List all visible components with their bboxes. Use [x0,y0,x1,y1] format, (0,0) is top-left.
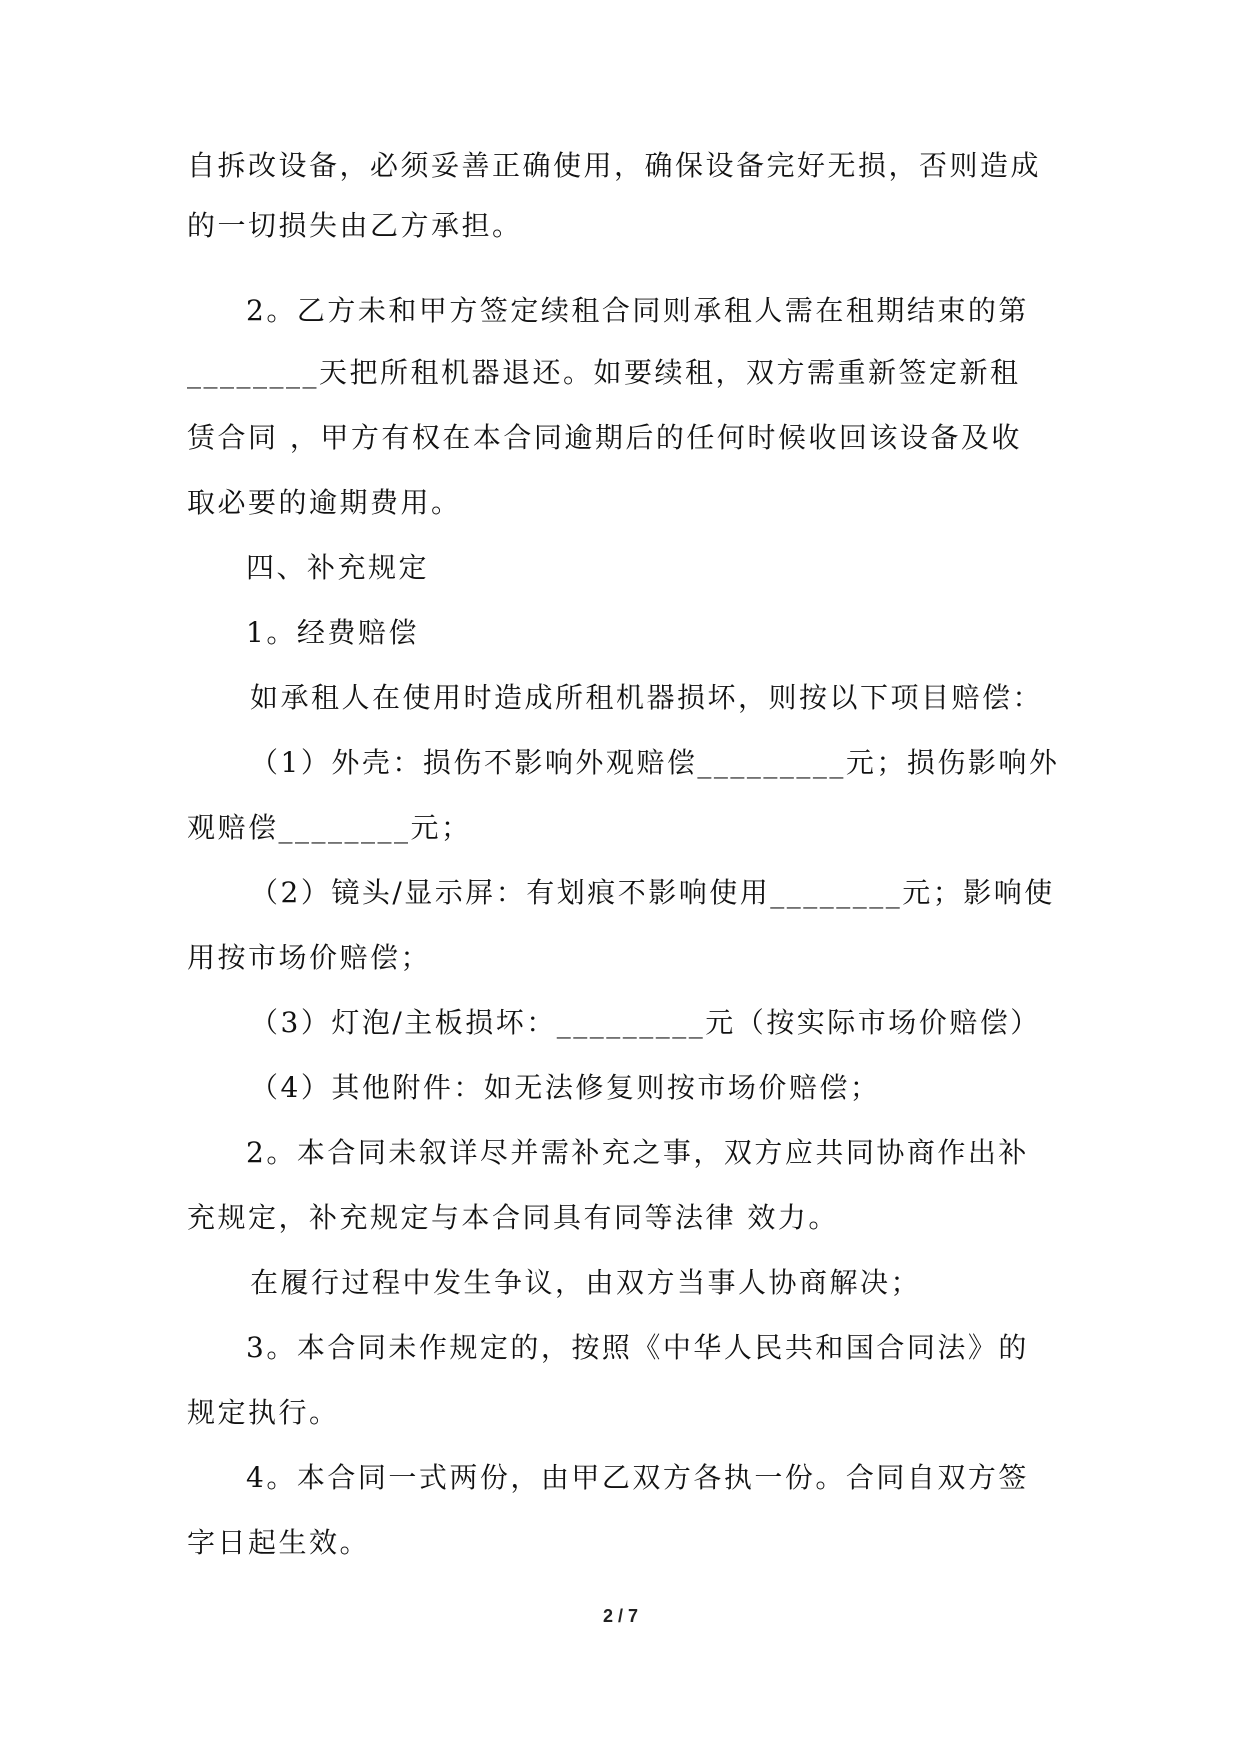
text-line: （4）其他附件：如无法修复则按市场价赔偿； [250,1071,881,1104]
section-heading: 四、补充规定 [246,551,430,584]
text-line: 如承租人在使用时造成所租机器损坏，则按以下项目赔偿： [250,681,1044,714]
text-line: （3）灯泡/主板损坏：_________元（按实际市场价赔偿） [250,1006,1041,1039]
text-line: 2。乙方未和甲方签定续租合同则承租人需在租期结束的第 [246,294,1029,327]
text-line: 赁合同 ，甲方有权在本合同逾期后的任何时候收回该设备及收 [187,421,1022,454]
text-line: 的一切损失由乙方承担。 [187,209,523,242]
text-line: 3。本合同未作规定的，按照《中华人民共和国合同法》的 [246,1331,1029,1364]
text-line: 观赔偿________元； [187,811,472,844]
text-line: 自拆改设备，必须妥善正确使用，确保设备完好无损，否则造成 [187,149,1042,182]
text-line: 4。本合同一式两份，由甲乙双方各执一份。合同自双方签 [246,1461,1029,1494]
text-line: ________天把所租机器退还。如要续租，双方需重新签定新租 [187,356,1021,389]
text-line: 取必要的逾期费用。 [187,486,462,519]
page-number: 2 / 7 [602,1606,639,1626]
text-line: 在履行过程中发生争议，由双方当事人协商解决； [250,1266,922,1299]
text-line: 充规定，补充规定与本合同具有同等法律 效力。 [187,1201,839,1234]
text-line: （1）外壳：损伤不影响外观赔偿_________元；损伤影响外 [250,746,1060,779]
text-line: 字日起生效。 [187,1526,371,1559]
text-line: 规定执行。 [187,1396,340,1429]
text-line: （2）镜头/显示屏：有划痕不影响使用________元；影响使 [250,876,1055,909]
subsection-heading: 1。经费赔偿 [246,616,419,649]
text-line: 2。本合同未叙详尽并需补充之事，双方应共同协商作出补 [246,1136,1029,1169]
text-line: 用按市场价赔偿； [187,941,432,974]
